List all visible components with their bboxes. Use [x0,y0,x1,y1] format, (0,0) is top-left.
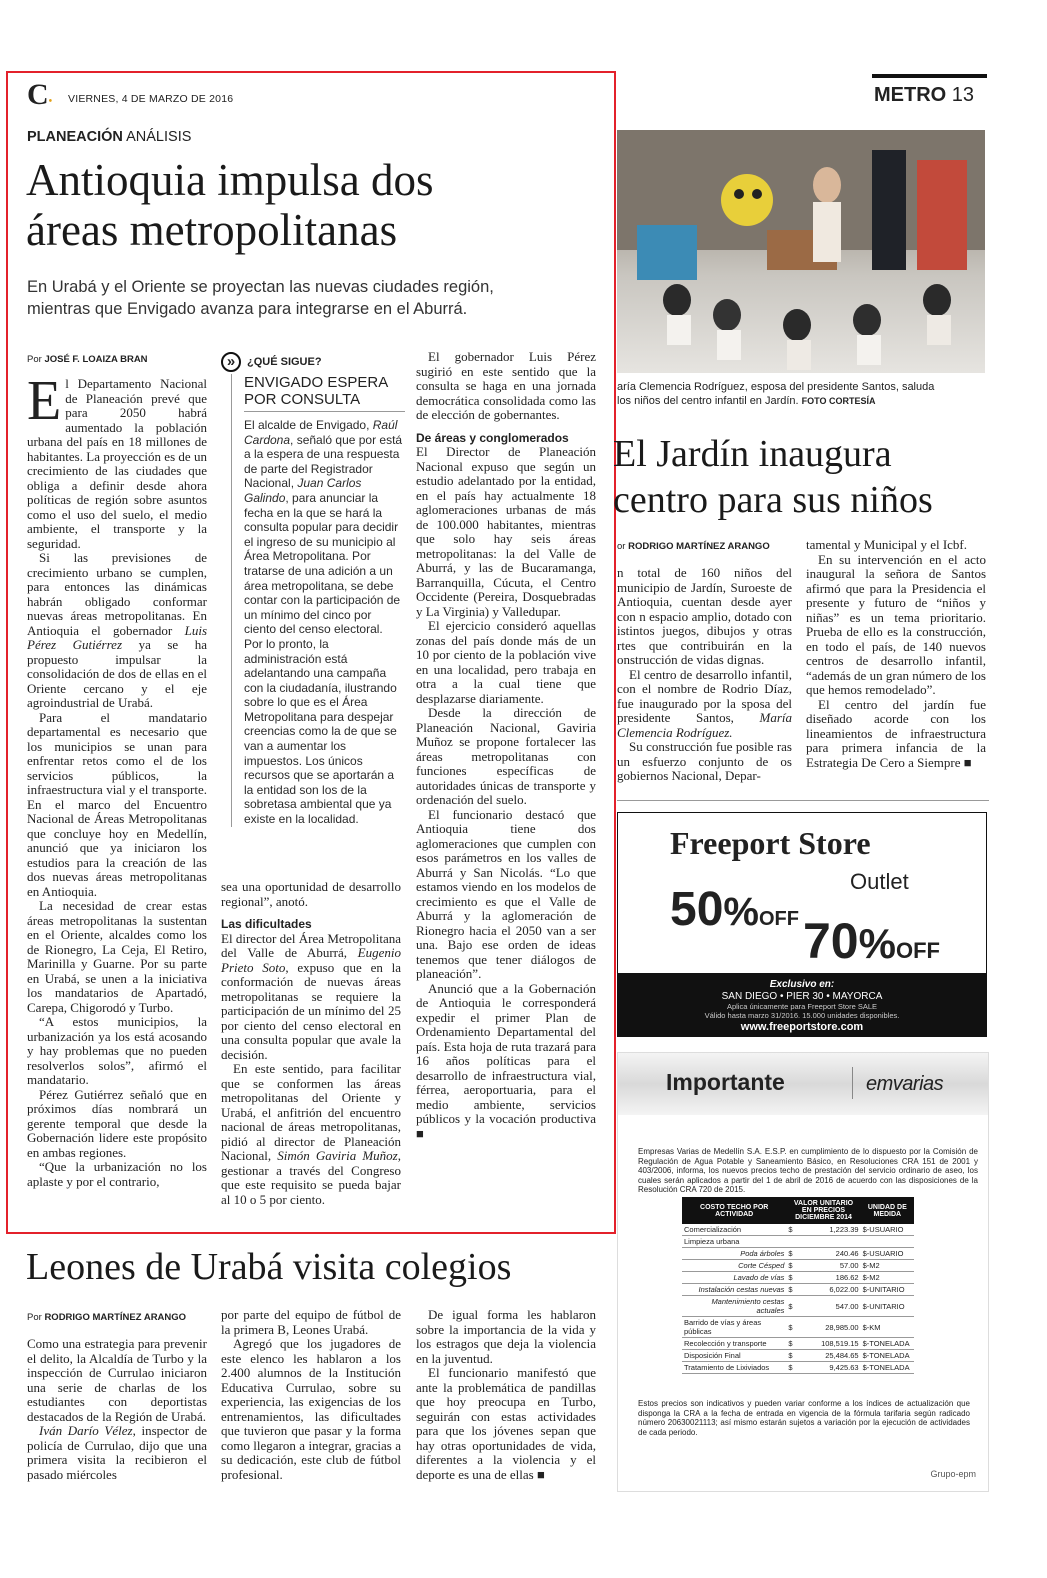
group-epm-logo: Grupo-epm [930,1469,976,1479]
kicker: PLANEACIÓN ANÁLISIS [27,129,192,145]
table-cell-name: Recolección y transporte [682,1338,786,1350]
table-cell-value [799,1236,861,1248]
col-activity: COSTO TECHO POR ACTIVIDAD [682,1197,786,1224]
table-cell-cur: $ [786,1248,798,1260]
emvarias-title: Importante [666,1069,785,1095]
table-cell-cur: $ [786,1317,798,1338]
table-cell-name: Mantenimiento cestas actuales [682,1296,786,1317]
main-headline: Antioquia impulsa dos áreas metropolitanas [26,155,434,255]
table-cell-unit: $-USUARIO [861,1224,914,1236]
main-byline: Por JOSÉ F. LOAIZA BRAN [27,354,148,365]
table-cell-value: 9,425.63 [799,1362,861,1374]
emvarias-banner [618,1053,988,1115]
jardin-column-2: tamental y Municipal y el Icbf. En su intervención en el acto inaugural la señora de Santos afirmó que para la Presidencia el presente y futuro de “niños y niñas” es un tema prioritario. Prueba de ello es la construcción, en todo el país, de 140 nuevos centros de desarrollo infantil, “además de un gran número de los que hemos remodelado”. El centro del jardín fue diseñado acorde con los lineamientos de infraestructura para primera infancia de la Estrategia De Cero a Siempre ■ [806,537,986,770]
table-row [682,1284,914,1296]
page-number: 13 [951,84,975,106]
table-cell-unit: $-TONELADA [861,1362,914,1374]
emvarias-ad [617,1052,989,1492]
table-cell-cur: $ [786,1296,798,1317]
table-cell-value: 28,985.00 [799,1317,861,1338]
freeport-brand: Freeport Store [670,825,871,861]
discount-70: 70%OFF [803,913,940,969]
table-cell-cur [786,1236,798,1248]
table-row [682,1362,914,1374]
table-row [682,1224,914,1236]
table-cell-value: 186.62 [799,1272,861,1284]
table-cell-unit: $-USUARIO [861,1248,914,1260]
table-cell-unit: $-M2 [861,1272,914,1284]
jardin-column-1: n total de 160 niños del municipio de Jardín, Suroeste de Antioquia, cuentan desde ayer con n espacio amplio, dotado con istintos juegos, dibujos y otras rtes que contribuirán en la onstrucción de vidas dignas. El centro de desarrollo infantil, con el nombre de Rodrio Díaz, fue inaugurado por la sposa del presidente Santos, María Clemencia Rodríguez. Su construcción fue posible ras un esfuerzo conjunto de os gobiernos Nacional, Depar- [617,565,792,783]
jardin-byline: or RODRIGO MARTÍNEZ ARANGO [617,541,770,552]
emvarias-intro: Empresas Varias de Medellín S.A. E.S.P. en cumplimiento de lo dispuesto por la Comisión de Regulación de Agua Potable y Saneamiento Básico, en Resoluciones CRA 151 de 2001 y 403/2006, informa, los nuevos precios techo de prestación del servicio ordinario de aseo, los cuales serán aplicados a partir del 1 de abril de 2016 de acuerdo con las disposiciones de la Resolución CRA 720 de 2015. [638,1147,978,1194]
photo-illustration [617,130,985,373]
jardin-headline: El Jardín inaugura centro para sus niños [613,433,933,521]
main-column-1: El Departamento Nacional de Planeación prevé que para 2050 habrá aumentado la población urbana del país en 18 millones de habitantes. La proyección es de un crecimiento de las ciudades que obliga a definir desde ahora políticas de región sobre asuntos como el uso del suelo, el medio ambiente, el transporte y la seguridad. Si las previsiones de crecimiento urbano se cumplen, para entonces las dinámicas habrán obligado conformar nuevas áreas metropolitanas. En Antioquia el gobernador Luis Pérez Gutiérrez ya se ha propuesto impulsar la consolidación de dos de ellas en el Oriente cercano y el eje agroindustrial de Urabá. Para el mandatario departamental es necesario que los municipios se unan para enfrentar retos como el de los servicios públicos, la infraestructura vial y el transporte. En el marco del Encuentro Nacional de Áreas Metropolitanas que concluye hoy en Medellín, anunció que ya iniciaron los estudios para la creación de las dos nuevas áreas metropolitanas en Antioquia. La necesidad de crear estas áreas metropolitanas la sustentan en el Oriente, alcaldes como los de Rionegro, La Ceja, El Retiro, Marinilla y Guarne. Por su parte en Urabá, se unen a la iniciativa los mandatarios de Apartadó, Carepa, Chigorodó y Turbo. “A estos municipios, la urbanización ya los está acosando y hay problemas que no pueden resolverlos solos”, afirmó el mandatario. Pérez Gutiérrez señaló que en próximos días nombrará un gerente temporal que desde la Gobernación lidere este propósito en ambas regiones. “Que la urbanización no los aplaste y por el contrario, [27,370,208,1189]
double-chevron-icon: » [221,352,241,372]
table-cell-value: 240.46 [799,1248,861,1260]
table-cell-name: Barrido de vías y áreas públicas [682,1317,786,1338]
table-row [682,1260,914,1272]
table-cell-cur: $ [786,1284,798,1296]
leones-column-3: De igual forma les hablaron sobre la importancia de la vida y los estragos que deja la violencia en la juventud. El funcionario manifestó que ante la problemática de pandillas que hoy preocupa en Turbo, seguirán con estas actividades para que los jóvenes sepan que hay otras oportunidades de vida, diferentes a la violencia y el deporte es una de ellas ■ [416,1307,596,1482]
table-cell-value: 1,223.39 [799,1224,861,1236]
table-cell-unit: $-M2 [861,1260,914,1272]
children-photo [617,130,985,373]
col-value: VALOR UNITARIO EN PRECIOS DICIEMBRE 2014 [786,1197,860,1224]
leones-column-1: Como una estrategia para prevenir el delito, la Alcaldía de Turbo y la inspección de Currulao iniciaron una serie de charlas de los estudiantes con deportistas destacados de la Región de Urabá. Iván Darío Vélez, inspector de policía de Currulao, dijo que una primera visita la recibieron el pasado miércoles [27,1336,208,1482]
divider [617,800,989,801]
table-cell-cur: $ [786,1338,798,1350]
emvarias-logo: emvarias [866,1073,944,1095]
main-column-3: El gobernador Luis Pérez sugirió en este sentido que la consulta se haga en una jornada democrática consolidada como las de elección de gobernantes. De áreas y conglomerados El Director de Planeación Nacional expuso que según un estudio adelantado por la entidad, en el país hay actualmente 18 aglomeraciones urbanas de más de 100.000 habitantes, mientras que solo hay seis áreas metropolitanas: la del Valle de Aburrá, y las de Bucaramanga, Barranquilla, Cúcuta, el Centro Occidente (Pereira, Dosquebradas y La Virginia) y Valledupar. El ejercicio consideró aquellas zonas del país donde más de un 10 por ciento de la población vive en una localidad, pero trabaja en otra a la cual tiene que desplazarse diariamente. Desde la dirección de Planeación Nacional, Gaviria Muñoz se propone fortalecer las áreas metropolitanas con funciones específicas de autoridades únicas de transporte y ordenación del suelo. El funcionario destacó que Antioquia tiene dos aglomeraciones que cumplen con esos parámetros en los valles de Aburrá y San Nicolás. “Lo que estamos viendo en los modelos de crecimiento es que el Valle de Aburrá y la aglomeración de Rionegro hacia el 2050 van a ser una. Bajo ese orden de ideas tenemos que tener diálogos de planeación”. Anunció que a la Gobernación de Antioquia le corresponderá expedir el primer Plan de Ordenamiento Departamental del país. Esta hoja de ruta trazará para 16 años políticas para el desarrollo de infraestructura vial, férrea, aeroportuaria, para el medio ambiente, servicios públicos y la vocación productiva ■ [416,349,596,1141]
table-cell-unit: $-TONELADA [861,1338,914,1350]
table-cell-name: Disposición Final [682,1350,786,1362]
tariff-table [682,1197,914,1374]
sidebar-title: ENVIGADO ESPERA POR CONSULTA [244,374,389,408]
table-cell-cur: $ [786,1272,798,1284]
table-cell-unit: $-UNITARIO [861,1284,914,1296]
table-cell-cur: $ [786,1362,798,1374]
table-cell-cur: $ [786,1350,798,1362]
emvarias-footer-note: Estos precios son indicativos y pueden variar conforme a los índices de actualización que disponga la CRA a la fecha de entrada en vigencia de la fórmula tarifaria según radicado número 20630021113; así mismo estarán sujetos a variación por la ejecución de actividades de cada periodo. [638,1399,970,1437]
table-row [682,1272,914,1284]
table-cell-value: 57.00 [799,1260,861,1272]
table-cell-cur: $ [786,1260,798,1272]
end-mark: ■ [416,1125,424,1141]
leones-headline: Leones de Urabá visita colegios [26,1246,512,1288]
table-cell-value: 108,519.15 [799,1338,861,1350]
table-cell-name: Instalación cestas nuevas [682,1284,786,1296]
table-cell-value: 6,022.00 [799,1284,861,1296]
subhead-conglomerados: De áreas y conglomerados [416,430,569,445]
main-column-2: sea una oportunidad de desarrollo regional”, anotó. Las dificultades El director del Área Metropolitana del Valle de Aburrá, Eugenio Prieto Soto, expuso que en la conformación de nuevas áreas metropolitanas se requiere la participación de un mínimo del 25 por ciento del censo electoral en una consulta popular que avale la decisión. En este sentido, para facilitar que se conformen las áreas metropolitanas del Oriente y Urabá, el anfitrión del encuentro nacional de áreas metropolitanas, pidió al director de Planeación Nacional, Simón Gaviria Muñoz, gestionar a través del Congreso que este requisito se pueda bajar al 10 o 5 por ciento. [221,879,401,1207]
freeport-ad [617,812,987,1037]
section-name: METRO [874,84,947,106]
photo-caption: aría Clemencia Rodríguez, esposa del presidente Santos, saluda los niños del centro infantil en Jardín. FOTO CORTESÍA [617,381,935,407]
drop-cap: E [27,370,62,432]
table-cell-unit: $-UNITARIO [861,1296,914,1317]
logo: C• [27,78,53,111]
main-deck: En Urabá y el Oriente se proyectan las nuevas ciudades región, mientras que Envigado avanza para integrarse en el Aburrá. [27,278,494,318]
table-cell-name: Tratamiento de Lixiviados [682,1362,786,1374]
freeport-sub: Outlet [850,869,909,894]
leones-byline: Por RODRIGO MARTÍNEZ ARANGO [27,1312,187,1323]
section-rule [872,74,987,78]
tariff-table-wrap [682,1197,914,1374]
table-row [682,1317,914,1338]
table-cell-value: 547.00 [799,1296,861,1317]
table-cell-unit: $-KM [861,1317,914,1338]
table-cell-name: Poda árboles [682,1248,786,1260]
table-cell-cur: $ [786,1224,798,1236]
table-cell-name: Limpieza urbana [682,1236,786,1248]
freeport-footer: Exclusivo en: SAN DIEGO • PIER 30 • MAYORCA Aplica únicamente para Freeport Store SALE Válido hasta marzo 31/2016. 15.000 unidades disponibles. www.freeportstore.com [618,973,986,1037]
issue-date: VIERNES, 4 DE MARZO DE 2016 [68,93,234,105]
table-row [682,1236,914,1248]
table-cell-unit: $-TONELADA [861,1350,914,1362]
table-row [682,1296,914,1317]
section-header [874,84,974,106]
col-unit: UNIDAD DE MEDIDA [861,1197,914,1224]
subhead-dificultades: Las dificultades [221,917,312,931]
table-row [682,1350,914,1362]
table-cell-name: Lavado de vías [682,1272,786,1284]
table-row [682,1248,914,1260]
sidebar-box [221,352,405,827]
table-cell-unit [861,1236,914,1248]
sidebar-label: ¿QUÉ SIGUE? [247,356,322,368]
table-cell-name: Corte Césped [682,1260,786,1272]
table-cell-value: 25,484.65 [799,1350,861,1362]
table-row [682,1338,914,1350]
discount-50: 50%OFF [670,883,799,936]
leones-column-2: por parte del equipo de fútbol de la primera B, Leones Urabá. Agregó que los jugadores de este elenco les hablaron a los 2.400 alumnos de la Institución Educativa Currulao, sobre su experiencia, las exigencias de los entrenamientos, las dificultades que tuvieron que pasar y la forma como llegaron a integrar, gracias a su dedicación, este club de fútbol profesional. [221,1307,401,1482]
table-cell-name: Comercialización [682,1224,786,1236]
sidebar-body: El alcalde de Envigado, Raúl Cardona, señaló que por está a la espera de una respuesta de parte del Registrador Nacional, Juan Carlos Galindo, para anunciar la fecha en la que se hará la consulta popular para decidir el ingreso de su municipio al Área Metropolitana. Por tratarse de una adición a un área metropolitana, se debe contar con la participación de un mínimo del cinco por ciento del censo electoral. Por lo pronto, la administración está adelantando una campaña con la ciudadanía, ilustrando sobre lo que es el Área Metropolitana para despejar creencias como la de que se van a aumentar los impuestos. Los únicos recursos que se aportarán a la entidad son los de la sobretasa ambiental que ya existe en la localidad. [244,418,403,827]
